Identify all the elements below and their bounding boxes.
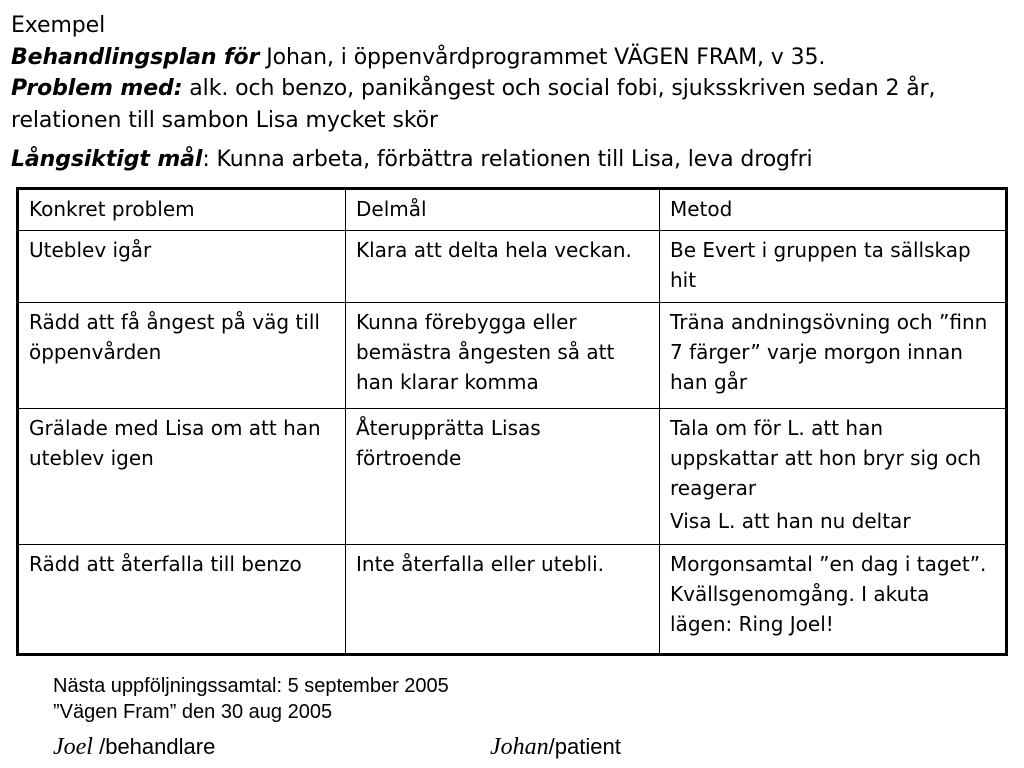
table-cell-text: Tala om för L. att han uppskattar att hon bryr sig och reagerar — [670, 416, 982, 500]
table-cell — [660, 409, 1007, 545]
problem-line — [11, 73, 1011, 136]
table-cell: Grälade med Lisa om att han uteblev igen — [18, 409, 346, 545]
table-header-cell: Delmål — [346, 189, 660, 231]
patient-name: Johan — [490, 734, 549, 760]
plan-label: Behandlingsplan för — [11, 44, 260, 70]
table-header-row — [18, 189, 1007, 231]
followup-date: Nästa uppföljningssamtal: 5 september 2005 — [53, 675, 449, 697]
therapist-name: Joel — [53, 734, 93, 760]
plan-line — [11, 42, 1011, 74]
therapist-signature — [53, 733, 215, 761]
table-header-cell: Metod — [660, 189, 1007, 231]
plan-text: Johan, i öppenvårdprogrammet VÄGEN FRAM, v 35. — [259, 44, 826, 70]
goal-line — [11, 144, 1011, 176]
table-cell: Återupprätta Lisas förtroende — [346, 409, 660, 545]
table-cell: Be Evert i gruppen ta sällskap hit — [660, 231, 1007, 303]
table-cell: Inte återfalla eller utebli. — [346, 545, 660, 655]
plan-header — [11, 10, 1011, 176]
patient-signature — [490, 733, 621, 761]
table-cell: Träna andningsövning och ”finn 7 färger” varje morgon innan han går — [660, 303, 1007, 409]
table-cell: Kunna förebygga eller bemästra ångesten så att han klarar komma — [346, 303, 660, 409]
therapist-role: /behandlare — [92, 734, 216, 759]
plan-footer — [53, 673, 449, 725]
table-cell: Morgonsamtal ”en dag i taget”. Kvällsgenomgång. I akuta lägen: Ring Joel! — [660, 545, 1007, 655]
table-cell: Rädd att få ångest på väg till öppenvården — [18, 303, 346, 409]
table-cell-extra: Visa L. att han nu deltar — [670, 509, 911, 533]
table-row — [18, 545, 1007, 655]
table-cell: Rädd att återfalla till benzo — [18, 545, 346, 655]
table-row — [18, 231, 1007, 303]
table-cell: Uteblev igår — [18, 231, 346, 303]
plan-table — [16, 187, 1008, 656]
problem-text: alk. och benzo, panikångest och social fobi, sjuksskriven sedan 2 år, relationen till sambon Lisa mycket skör — [11, 76, 936, 133]
table-cell: Klara att delta hela veckan. — [346, 231, 660, 303]
place-date: ”Vägen Fram” den 30 aug 2005 — [53, 701, 333, 723]
example-label: Exempel — [11, 13, 106, 38]
goal-label: Långsiktigt mål — [11, 147, 203, 172]
goal-text: : Kunna arbeta, förbättra relationen till Lisa, leva drogfri — [202, 147, 813, 172]
problem-label: Problem med: — [11, 76, 183, 101]
table-header-cell: Konkret problem — [18, 189, 346, 231]
patient-role: /patient — [548, 734, 621, 759]
table-row — [18, 303, 1007, 409]
table-row — [18, 409, 1007, 545]
